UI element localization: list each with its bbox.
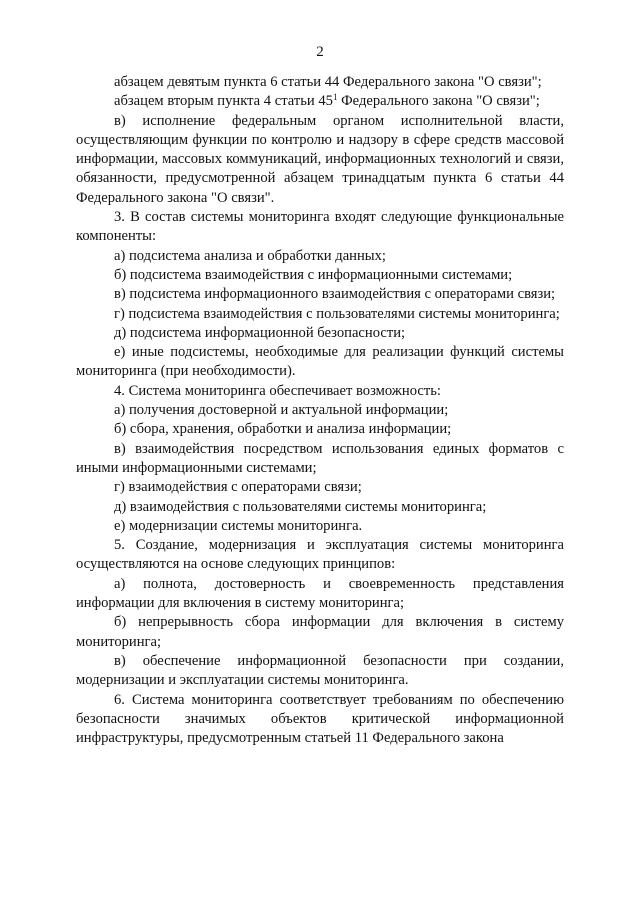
paragraph: а) полнота, достоверность и своевременность представления информации для включения в систему мониторинга; — [76, 575, 564, 612]
paragraph: б) непрерывность сбора информации для включения в систему мониторинга; — [76, 614, 564, 650]
paragraph: 4. Система мониторинга обеспечивает возможность: — [114, 382, 441, 399]
paragraph: г) взаимодействия с операторами связи; — [114, 479, 362, 496]
superscript: 1 — [332, 92, 338, 103]
paragraph: г) подсистема взаимодействия с пользователями системы мониторинга; — [114, 305, 560, 322]
paragraph — [76, 92, 564, 111]
paragraph: 3. В состав системы мониторинга входят следующие функциональные компоненты: — [76, 209, 564, 245]
paragraph: а) получения достоверной и актуальной информации; — [114, 402, 449, 419]
paragraph: 6. Система мониторинга соответствует требованиям по обеспечению безопасности значимых объектов критической информационной инфраструктуры, предусмотренным статьей 11 Федерального закона — [76, 691, 564, 747]
document-body — [76, 73, 564, 748]
paragraph: е) модернизации системы мониторинга. — [114, 517, 363, 534]
paragraph-text: абзацем вторым пункта 4 статьи 45 — [114, 93, 333, 110]
paragraph: в) обеспечение информационной безопасности при создании, модернизации и эксплуатации системы мониторинга. — [76, 652, 564, 689]
paragraph-text: Федерального закона "О связи"; — [337, 93, 540, 110]
paragraph: 5. Создание, модернизация и эксплуатация системы мониторинга осуществляются на основе следующих принципов: — [76, 537, 564, 573]
paragraph: абзацем девятым пункта 6 статьи 44 Федерального закона "О связи"; — [114, 74, 542, 90]
paragraph: в) исполнение федеральным органом исполнительной власти, осуществляющим функции по контролю и надзору в сфере средств массовой информации, массовых коммуникаций, информационных технологий и связи, обязанности, предусмотренной абзацем тринадцатым пункта 6 статьи 44 Федерального закона "О связи". — [76, 112, 564, 206]
paragraph: д) взаимодействия с пользователями системы мониторинга; — [114, 498, 487, 515]
paragraph: д) подсистема информационной безопасности; — [114, 324, 406, 341]
paragraph: а) подсистема анализа и обработки данных; — [114, 247, 386, 264]
paragraph: в) взаимодействия посредством использования единых форматов с иными информационными системами; — [76, 440, 564, 476]
paragraph: б) подсистема взаимодействия с информационными системами; — [114, 266, 513, 283]
paragraph: в) подсистема информационного взаимодействия с операторами связи; — [114, 286, 556, 303]
page-number: 2 — [316, 44, 324, 60]
paragraph: б) сбора, хранения, обработки и анализа информации; — [114, 421, 452, 438]
paragraph: е) иные подсистемы, необходимые для реализации функций системы мониторинга (при необходимости). — [76, 344, 564, 380]
